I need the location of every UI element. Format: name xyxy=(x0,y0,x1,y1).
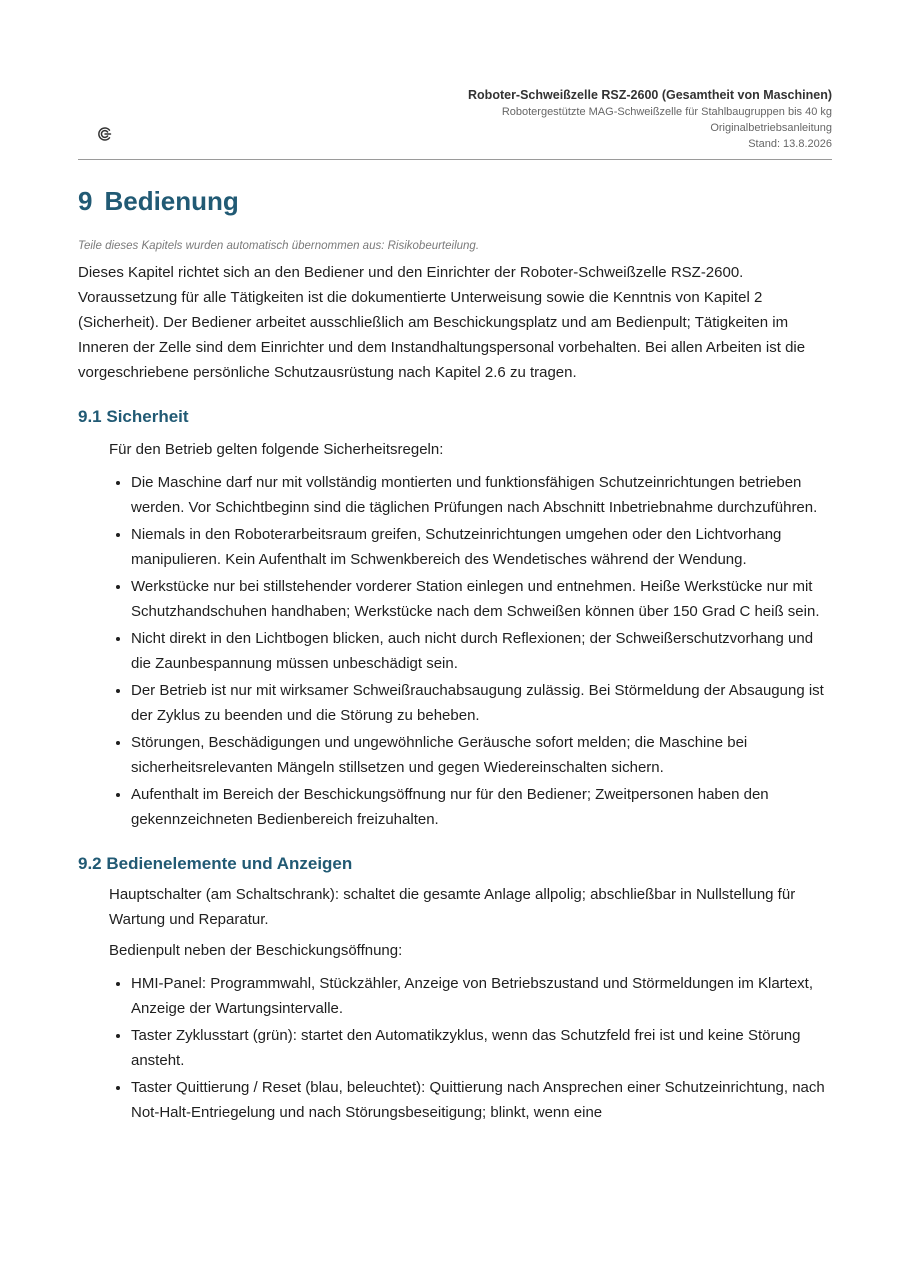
source-note: Teile dieses Kapitels wurden automatisch übernommen aus: Risikobeurteilung. xyxy=(78,240,480,252)
chapter-title: Bedienung xyxy=(104,186,239,216)
chapter-number: 9 xyxy=(78,186,93,216)
list-item: • Der Betrieb ist nur mit wirksamer Schweißrauchabsaugung zulässig. Bei Störmeldung der Absaugung ist der Zyklus zu beenden und die Störung zu beheben. xyxy=(131,678,834,728)
control-elements-list xyxy=(109,971,834,1125)
document-subtitle: Robotergestützte MAG-Schweißzelle für Stahlbaugruppen bis 40 kg xyxy=(501,106,832,118)
safety-lead: Für den Betrieb gelten folgende Sicherheitsregeln: xyxy=(109,441,444,458)
page-header xyxy=(78,86,832,160)
company-logo-icon xyxy=(97,126,113,142)
list-item: • Taster Zyklusstart (grün): startet den Automatikzyklus, wenn das Schutzfeld frei ist und keine Störung ansteht. xyxy=(131,1023,834,1073)
chapter-intro: Dieses Kapitel richtet sich an den Bediener und den Einrichter der Roboter-Schweißzelle RSZ-2600. Voraussetzung für alle Tätigkeiten ist die dokumentierte Unterweisung sowie die Kenntnis von Kapitel 2 (Sicherheit). Der Bediener arbeitet ausschließlich am Beschickungsplatz und am Bedienpult; Tätigkeiten im Inneren der Zelle sind dem Einrichter und dem Instandhaltungspersonal vorbehalten. Bei allen Arbeiten ist die vorgeschriebene persönliche Schutzausrüstung nach Kapitel 2.6 zu tragen. xyxy=(78,264,806,381)
safety-rules-list xyxy=(109,470,834,832)
document-type: Originalbetriebsanleitung xyxy=(710,122,832,134)
list-item: • Niemals in den Roboterarbeitsraum greifen, Schutzeinrichtungen umgehen oder den Lichtvorhang manipulieren. Kein Aufenthalt im Schwenkbereich des Wendetisches während der Wendung. xyxy=(131,522,834,572)
chapter-heading xyxy=(78,184,834,218)
list-item: • Die Maschine darf nur mit vollständig montierten und funktionsfähigen Schutzeinrichtungen betrieben werden. Vor Schichtbeginn sind die täglichen Prüfungen nach Abschnitt Inbetriebnahme durchzuführen. xyxy=(131,470,834,520)
list-item: • Nicht direkt in den Lichtbogen blicken, auch nicht durch Reflexionen; der Schweißerschutzvorhang und die Zaunbespannung müssen unbeschädigt sein. xyxy=(131,626,834,676)
main-switch-paragraph: Hauptschalter (am Schaltschrank): schaltet die gesamte Anlage allpolig; abschließbar in Nullstellung für Wartung und Reparatur. xyxy=(109,886,796,928)
list-item: • HMI-Panel: Programmwahl, Stückzähler, Anzeige von Betriebszustand und Störmeldungen im Klartext, Anzeige der Wartungsintervalle. xyxy=(131,971,834,1021)
list-item: • Werkstücke nur bei stillstehender vorderer Station einlegen und entnehmen. Heiße Werkstücke nur mit Schutzhandschuhen handhaben; Werkstücke nach dem Schweißen können über 150 Grad C heiß sein. xyxy=(131,574,834,624)
list-item: • Taster Quittierung / Reset (blau, beleuchtet): Quittierung nach Ansprechen einer Schutzeinrichtung, nach Not-Halt-Entriegelung und nach Störungsbeseitigung; blinkt, wenn eine xyxy=(131,1075,834,1125)
control-panel-paragraph: Bedienpult neben der Beschickungsöffnung: xyxy=(109,942,403,959)
header-text-block xyxy=(468,86,832,152)
document-title: Roboter-Schweißzelle RSZ-2600 (Gesamtheit von Maschinen) xyxy=(468,88,832,102)
list-item: • Aufenthalt im Bereich der Beschickungsöffnung nur für den Bediener; Zweitpersonen haben den gekennzeichneten Bedienbereich freizuhalten. xyxy=(131,782,834,832)
document-date: Stand: 13.8.2026 xyxy=(748,138,832,150)
list-item: • Störungen, Beschädigungen und ungewöhnliche Geräusche sofort melden; die Maschine bei sicherheitsrelevanten Mängeln stillsetzen und gegen Wiedereinschalten sichern. xyxy=(131,730,834,780)
section-heading-safety: 9.1 Sicherheit xyxy=(78,407,189,426)
page-content xyxy=(78,184,834,1127)
section-heading-controls: 9.2 Bedienelemente und Anzeigen xyxy=(78,854,353,873)
